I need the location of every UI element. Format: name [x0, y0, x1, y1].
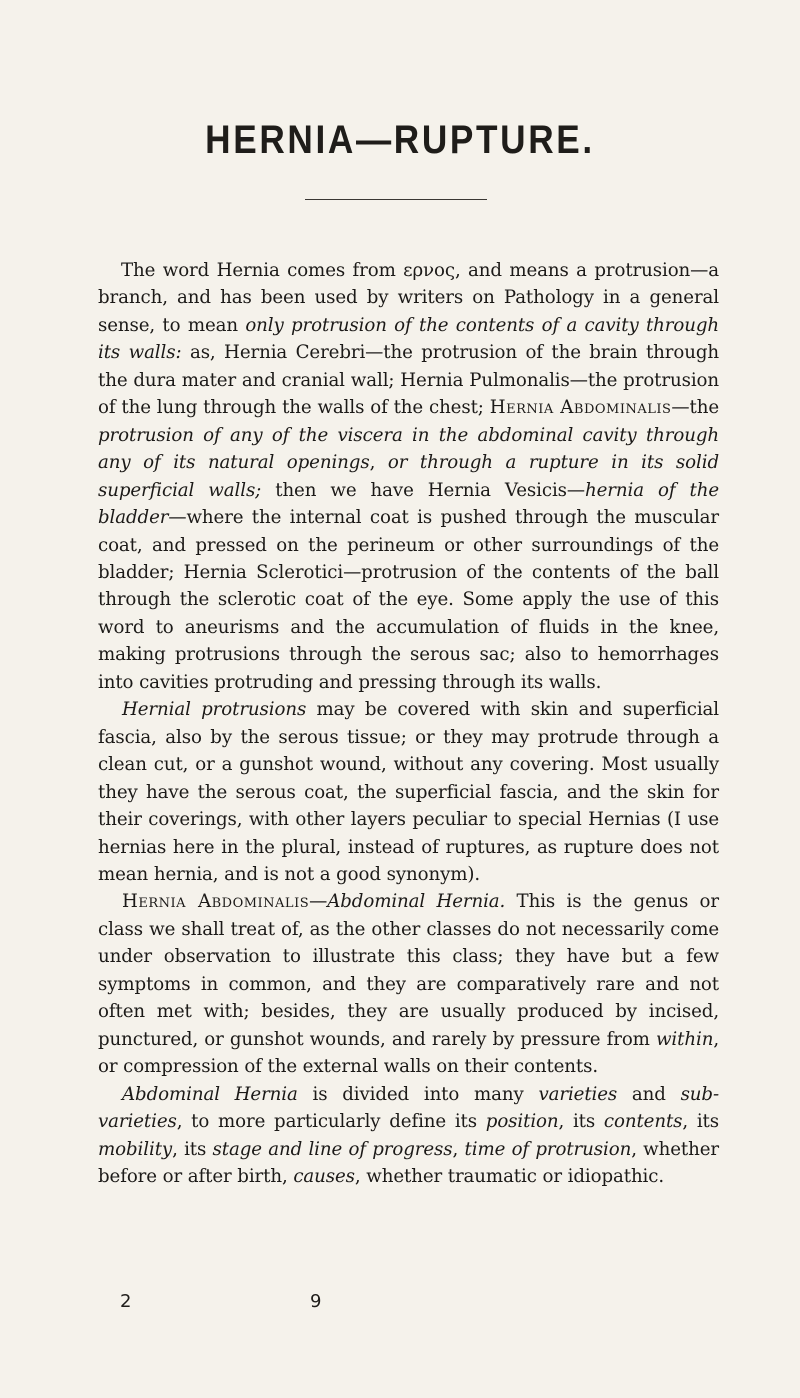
italic-run: Abdominal Hernia	[122, 1083, 298, 1105]
italic-run: Abdominal Hernia.	[327, 891, 506, 913]
smallcaps-run: Hernia Abdominalis	[489, 397, 672, 419]
paragraph-varieties	[98, 1081, 719, 1191]
text-run: is divided into many	[297, 1083, 539, 1105]
text-run: , whether traumatic or idiopathic.	[354, 1165, 665, 1187]
italic-run: mobility	[98, 1138, 173, 1160]
text-run: The word Hernia comes from ερνος, and means a protrusion—a branch, and has been used by writers on Pathology in a general sense, to mean	[98, 260, 719, 336]
italic-run: contents	[603, 1111, 683, 1133]
text-run: , its	[682, 1111, 720, 1133]
title-divider	[305, 199, 487, 200]
text-run: as, Hernia Cerebri—the protrusion of the brain through the dura mater and cranial wall; Hernia Pulmonalis—the protrusion of the lung through the walls of the chest;	[98, 342, 719, 419]
text-run: ,	[369, 452, 388, 474]
text-run: , its	[172, 1138, 213, 1160]
italic-run: Hernial protrusions	[122, 699, 307, 721]
text-run: may be covered with skin and superficial fascia, also by the serous tissue; or they may protrude through a clean cut, or a gunshot wound, without any covering. Most usually they have the serous coat, the superficial fascia, and the skin for their coverings, with other layers peculiar to special Hernias (I use hernias here in the plural, instead of ruptures, as rupture does not mean hernia, and is not a good synonym).	[98, 699, 720, 885]
italic-run: causes	[293, 1165, 355, 1187]
italic-run: sub-varieties	[98, 1083, 719, 1133]
paragraph-hernia-abdominalis	[98, 888, 719, 1080]
italic-run: time of protrusion	[464, 1138, 632, 1160]
italic-run: protrusion of any of the viscera in the abdominal cavity through any of its natural openings	[98, 424, 719, 474]
smallcaps-run: Hernia Abdominalis	[122, 891, 310, 913]
text-run: —	[309, 891, 328, 913]
signature-mark-left: 2	[120, 1291, 132, 1312]
text-run: , to more particularly define its	[176, 1111, 486, 1133]
text-run: , its	[558, 1111, 604, 1133]
text-run: This is the genus or class we shall treat of, as the other classes do not necessarily come under observation to illustrate this class; they have but a few symptoms in common, and they are comparatively rare and not often met with; besides, they are usually produced by incised, punctured, or gunshot wounds, and rarely by pressure from	[98, 891, 719, 1050]
text-run: , or compression of the external walls on their contents.	[98, 1028, 719, 1078]
text-run: and	[617, 1083, 681, 1105]
italic-run: within	[655, 1028, 714, 1050]
italic-run: stage and line of progress	[212, 1138, 453, 1160]
italic-run: varieties	[538, 1083, 618, 1105]
italic-run: or through a rupture in its solid superficial walls;	[98, 452, 719, 501]
italic-run: only protrusion of the contents of a cavity through its walls:	[98, 314, 719, 364]
text-run: , whether before or after birth,	[98, 1138, 720, 1187]
body-text	[98, 257, 719, 1190]
page-title: HERNIA—RUPTURE.	[205, 118, 595, 162]
text-run: ,	[452, 1138, 465, 1160]
signature-mark-right: 9	[310, 1291, 322, 1312]
paragraph-definition	[98, 257, 719, 696]
italic-run: position	[485, 1111, 559, 1133]
text-run: then we have Hernia Vesicis—	[261, 479, 585, 501]
italic-run: hernia of the bladder	[98, 479, 719, 529]
text-run: —where the internal coat is pushed through the muscular coat, and pressed on the perineum or other surroundings of the bladder; Hernia Sclerotici—protrusion of the contents of the ball through the sclerotic coat of the eye. Some apply the use of this word to aneurisms and the accumulation of fluids in the knee, making protrusions through the serous sac; also to hemorrhages into cavities protruding and pressing through its walls.	[98, 507, 719, 693]
text-run: —the	[671, 397, 719, 419]
paragraph-hernial-protrusions	[98, 696, 719, 888]
